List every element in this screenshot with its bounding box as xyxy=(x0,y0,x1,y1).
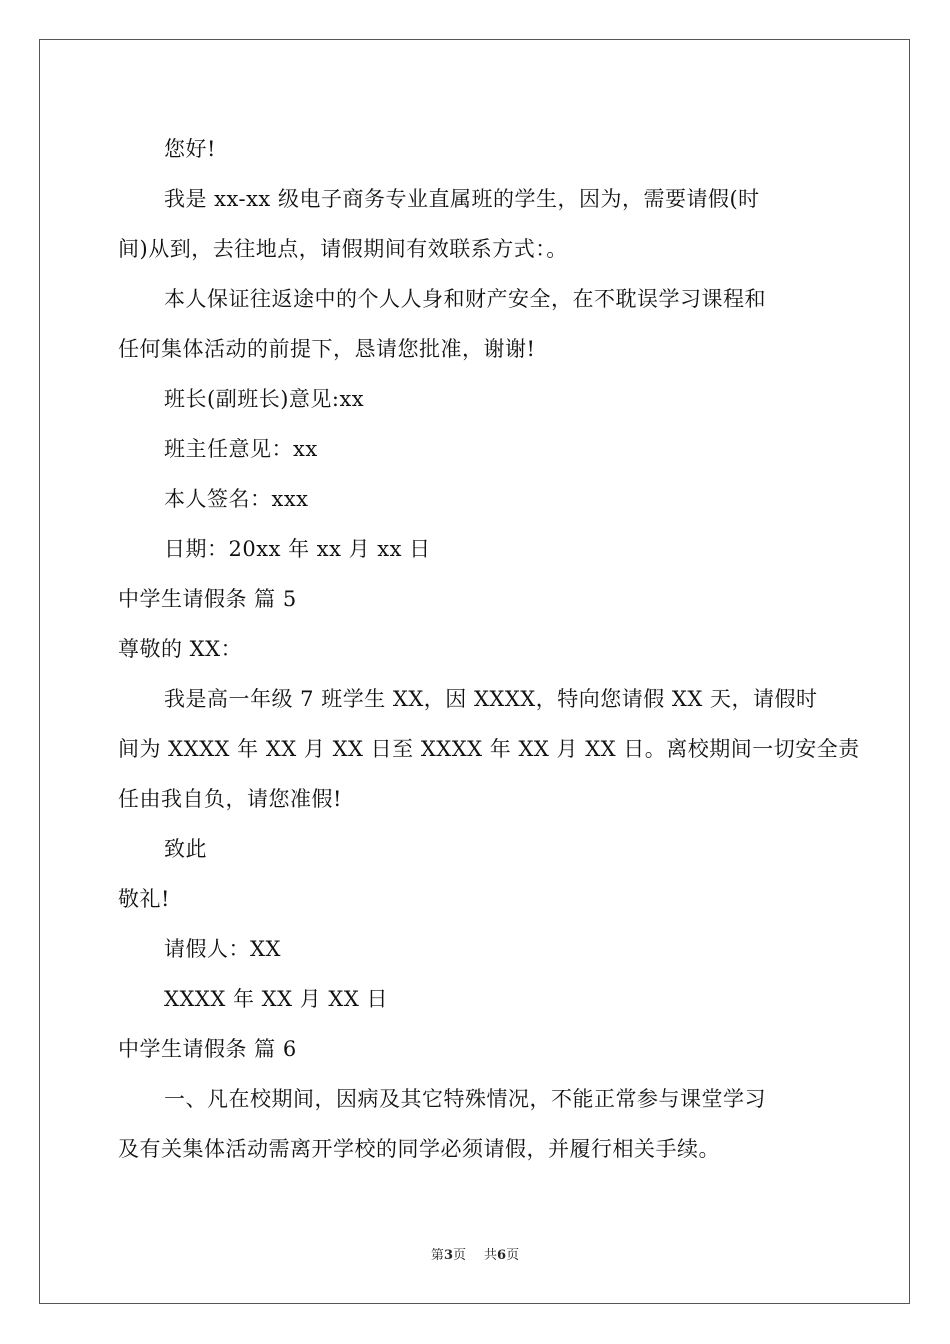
text-line: 任何集体活动的前提下，恳请您批准，谢谢! xyxy=(118,337,536,361)
salutation: 尊敬的 XX： xyxy=(118,637,243,661)
text-line: 及有关集体活动需离开学校的同学必须请假，并履行相关手续。 xyxy=(118,1137,720,1161)
text-line: 您好! xyxy=(164,137,216,161)
text-line: 请假人：XX xyxy=(164,937,281,961)
page-footer xyxy=(0,1246,950,1266)
text-line: 间为 XXXX 年 XX 月 XX 日至 XXXX 年 XX 月 XX 日。离校期间一切安全责 xyxy=(118,737,860,761)
text-line: XXXX 年 XX 月 XX 日 xyxy=(164,987,388,1011)
text-line: 间)从到，去往地点，请假期间有效联系方式：。 xyxy=(118,237,568,261)
page-number: 第3页 xyxy=(430,1248,466,1263)
text-line: 班长(副班长)意见:xx xyxy=(164,387,365,411)
text-line: 日期：20xx 年 xx 月 xx 日 xyxy=(164,537,431,561)
text-line: 本人保证往返途中的个人人身和财产安全，在不耽误学习课程和 xyxy=(164,287,766,311)
section-heading: 中学生请假条 篇 6 xyxy=(118,1037,297,1061)
text-line: 致此 xyxy=(164,837,207,861)
text-line: 我是 xx-xx 级电子商务专业直属班的学生，因为，需要请假(时 xyxy=(164,187,760,211)
page-total: 共6页 xyxy=(484,1248,520,1263)
text-line: 敬礼! xyxy=(118,887,170,911)
section-heading: 中学生请假条 篇 5 xyxy=(118,587,297,611)
text-line: 班主任意见：xx xyxy=(164,437,318,461)
document-body xyxy=(118,124,860,1174)
text-line: 我是高一年级 7 班学生 XX，因 XXXX，特向您请假 XX 天，请假时 xyxy=(164,687,818,711)
text-line: 任由我自负，请您准假! xyxy=(118,787,342,811)
text-line: 一、凡在校期间，因病及其它特殊情况，不能正常参与课堂学习 xyxy=(164,1087,766,1111)
text-line: 本人签名：xxx xyxy=(164,487,309,511)
